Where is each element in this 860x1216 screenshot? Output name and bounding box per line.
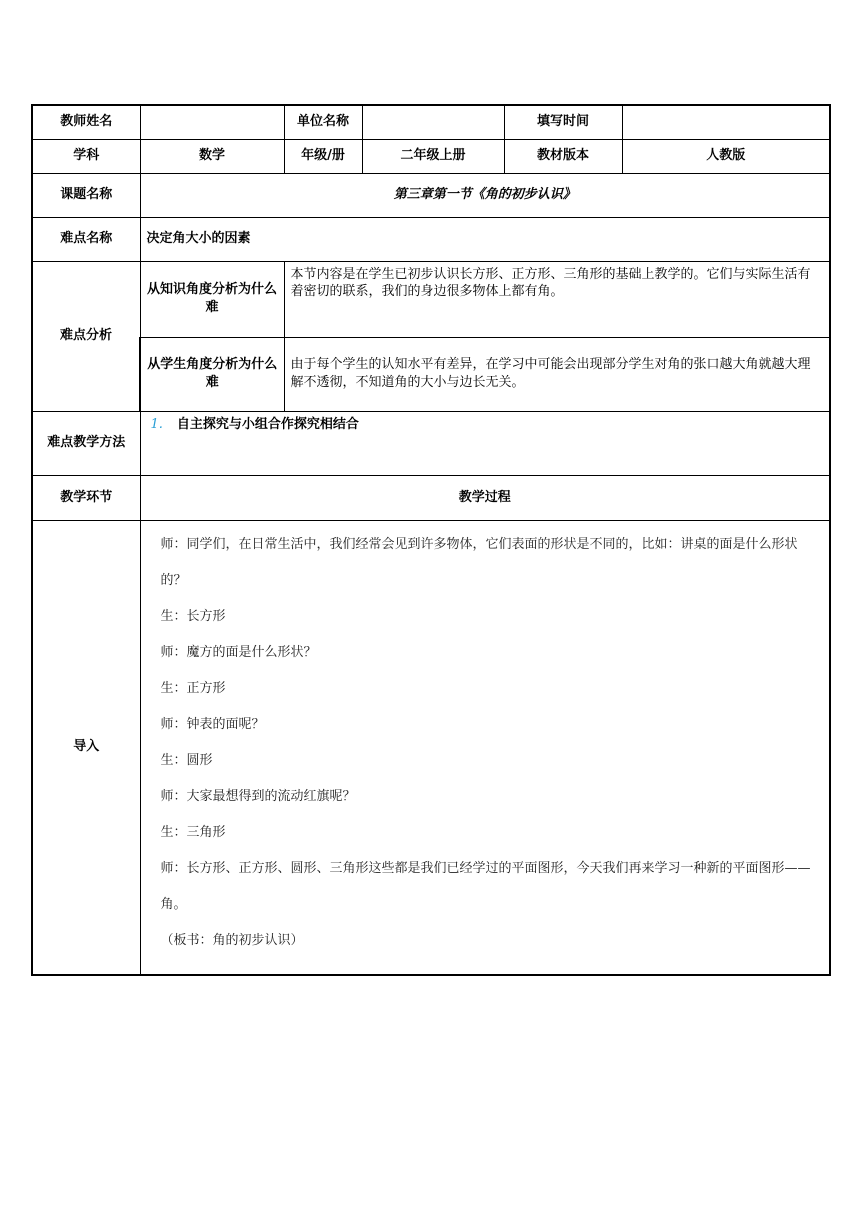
lesson-plan-table <box>31 104 831 976</box>
row-topic <box>32 173 830 217</box>
teacher-name-label: 教师姓名 <box>32 105 140 139</box>
row-intro <box>32 520 830 975</box>
row-analysis-knowledge <box>32 261 830 337</box>
method-text: 自主探究与小组合作探究相结合 <box>176 416 359 432</box>
topic-label: 课题名称 <box>32 173 140 217</box>
knowledge-label: 从知识角度分析为什么难 <box>140 261 284 337</box>
process-line: 生：正方形 <box>160 680 226 696</box>
difficulty-label: 难点名称 <box>32 217 140 261</box>
difficulty-value: 决定角大小的因素 <box>140 217 830 261</box>
unit-name-value <box>362 105 504 139</box>
process-line: （板书：角的初步认识） <box>160 932 304 948</box>
stage-intro: 导入 <box>32 520 140 975</box>
unit-name-label: 单位名称 <box>284 105 362 139</box>
process-header: 教学过程 <box>140 475 830 520</box>
process-line: 生：三角形 <box>160 824 226 840</box>
row-process-header <box>32 475 830 520</box>
process-line: 师：魔方的面是什么形状？ <box>160 644 317 660</box>
method-cell <box>140 411 830 475</box>
method-label: 难点教学方法 <box>32 411 140 475</box>
analysis-label: 难点分析 <box>32 261 140 411</box>
row-subject <box>32 139 830 173</box>
row-analysis-student <box>32 337 830 411</box>
process-line: 师：大家最想得到的流动红旗呢？ <box>160 788 356 804</box>
student-label: 从学生角度分析为什么难 <box>140 337 284 411</box>
process-line: 生：长方形 <box>160 608 226 624</box>
process-line: 生：圆形 <box>160 752 213 768</box>
fill-time-label: 填写时间 <box>504 105 622 139</box>
edition-value: 人教版 <box>622 139 830 173</box>
grade-value: 二年级上册 <box>362 139 504 173</box>
student-text: 由于每个学生的认知水平有差异，在学习中可能会出现部分学生对角的张口越大角就越大理解不透彻，不知道角的大小与边长无关。 <box>284 337 830 411</box>
process-line: 师：钟表的面呢？ <box>160 716 265 732</box>
process-content <box>140 520 830 975</box>
edition-label: 教材版本 <box>504 139 622 173</box>
row-method <box>32 411 830 475</box>
teacher-name-value <box>140 105 284 139</box>
fill-time-value <box>622 105 830 139</box>
grade-label: 年级/册 <box>284 139 362 173</box>
topic-value: 第三章第一节《角的初步认识》 <box>140 173 830 217</box>
row-difficulty <box>32 217 830 261</box>
row-teacher <box>32 105 830 139</box>
subject-label: 学科 <box>32 139 140 173</box>
subject-value: 数学 <box>140 139 284 173</box>
knowledge-text: 本节内容是在学生已初步认识长方形、正方形、三角形的基础上教学的。它们与实际生活有着密切的联系，我们的身边很多物体上都有角。 <box>284 261 830 337</box>
process-line: 师：同学们，在日常生活中，我们经常会见到许多物体，它们表面的形状是不同的，比如：讲桌的面是什么形状的？ <box>160 536 798 588</box>
method-number: 1. <box>150 416 163 432</box>
process-line: 师：长方形、正方形、圆形、三角形这些都是我们已经学过的平面图形，今天我们再来学习一种新的平面图形——角。 <box>160 860 811 912</box>
stage-header: 教学环节 <box>32 475 140 520</box>
